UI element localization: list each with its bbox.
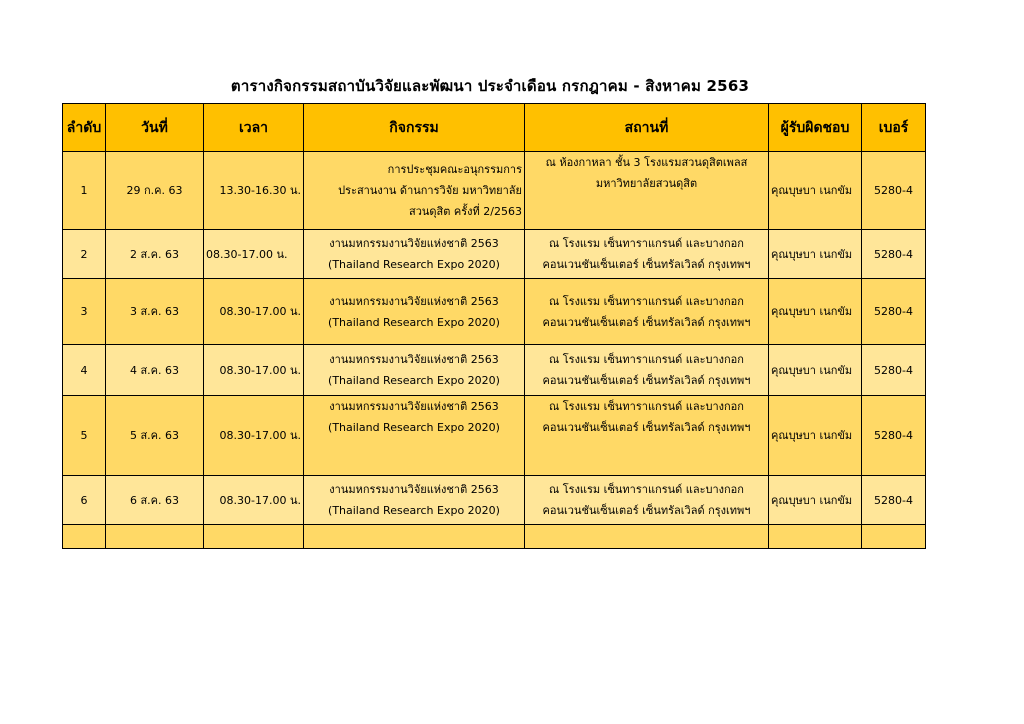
cell-person: คุณบุษบา เนกขัม	[769, 345, 862, 396]
place-line: คอนเวนชันเซ็นเตอร์ เซ็นทรัลเวิลด์ กรุงเทพฯ	[542, 421, 751, 434]
activity-line: งานมหกรรมงานวิจัยแห่งชาติ 2563	[329, 353, 499, 366]
activity-line: สวนดุสิต ครั้งที่ 2/2563	[409, 205, 522, 218]
cell-no: 3	[63, 279, 106, 345]
cell-time: 13.30-16.30 น.	[204, 152, 304, 230]
empty-cell	[769, 525, 862, 549]
cell-place	[525, 476, 769, 525]
cell-person: คุณบุษบา เนกขัม	[769, 230, 862, 279]
cell-no: 6	[63, 476, 106, 525]
place-line: คอนเวนชันเซ็นเตอร์ เซ็นทรัลเวิลด์ กรุงเทพฯ	[542, 315, 751, 329]
cell-date: 29 ก.ค. 63	[106, 152, 204, 230]
cell-phone: 5280-4	[862, 152, 926, 230]
cell-place	[525, 230, 769, 279]
cell-phone: 5280-4	[862, 279, 926, 345]
cell-place	[525, 152, 769, 230]
place-line: ณ โรงแรม เซ็นทาราแกรนด์ และบางกอก	[549, 483, 744, 496]
cell-phone: 5280-4	[862, 230, 926, 279]
cell-place	[525, 396, 769, 476]
activity-line: งานมหกรรมงานวิจัยแห่งชาติ 2563	[329, 400, 499, 413]
cell-time: 08.30-17.00 น.	[204, 279, 304, 345]
activity-line: (Thailand Research Expo 2020)	[328, 374, 500, 387]
cell-phone: 5280-4	[862, 476, 926, 525]
cell-time: 08.30-17.00 น.	[204, 396, 304, 476]
cell-phone: 5280-4	[862, 345, 926, 396]
cell-place	[525, 345, 769, 396]
place-line: ณ โรงแรม เซ็นทาราแกรนด์ และบางกอก	[549, 400, 744, 413]
cell-date: 5 ส.ค. 63	[106, 396, 204, 476]
place-line: มหาวิทยาลัยสวนดุสิต	[595, 177, 698, 190]
cell-activity	[304, 230, 525, 279]
cell-date: 4 ส.ค. 63	[106, 345, 204, 396]
activity-line: (Thailand Research Expo 2020)	[328, 315, 500, 329]
activity-line: (Thailand Research Expo 2020)	[328, 504, 500, 517]
cell-time: 08.30-17.00 น.	[204, 476, 304, 525]
empty-cell	[106, 525, 204, 549]
header-place: สถานที่	[525, 104, 769, 152]
table-row	[63, 345, 926, 396]
empty-cell	[63, 525, 106, 549]
cell-person: คุณบุษบา เนกขัม	[769, 279, 862, 345]
header-phone: เบอร์	[862, 104, 926, 152]
table-row	[63, 230, 926, 279]
empty-table-row	[63, 525, 926, 549]
header-no: ลำดับ	[63, 104, 106, 152]
cell-date: 2 ส.ค. 63	[106, 230, 204, 279]
cell-person: คุณบุษบา เนกขัม	[769, 396, 862, 476]
activity-schedule-table	[62, 103, 926, 549]
place-line: ณ ห้องกาหลา ชั้น 3 โรงแรมสวนดุสิตเพลส	[545, 156, 748, 169]
activity-line: (Thailand Research Expo 2020)	[328, 258, 500, 271]
cell-date: 6 ส.ค. 63	[106, 476, 204, 525]
activity-line: ประสานงาน ด้านการวิจัย มหาวิทยาลัย	[338, 184, 522, 197]
table-row	[63, 152, 926, 230]
empty-cell	[204, 525, 304, 549]
activity-line: งานมหกรรมงานวิจัยแห่งชาติ 2563	[329, 294, 499, 308]
place-line: คอนเวนชันเซ็นเตอร์ เซ็นทรัลเวิลด์ กรุงเทพฯ	[542, 258, 751, 271]
cell-activity	[304, 396, 525, 476]
place-line: ณ โรงแรม เซ็นทาราแกรนด์ และบางกอก	[549, 294, 744, 308]
cell-no: 1	[63, 152, 106, 230]
activity-line: การประชุมคณะอนุกรรมการ	[387, 163, 522, 176]
cell-place	[525, 279, 769, 345]
cell-activity	[304, 476, 525, 525]
cell-phone: 5280-4	[862, 396, 926, 476]
header-date: วันที่	[106, 104, 204, 152]
cell-time: 08.30-17.00 น.	[204, 345, 304, 396]
place-line: คอนเวนชันเซ็นเตอร์ เซ็นทรัลเวิลด์ กรุงเทพฯ	[542, 504, 751, 517]
table-row	[63, 476, 926, 525]
table-header-row	[63, 104, 926, 152]
cell-activity	[304, 345, 525, 396]
cell-no: 2	[63, 230, 106, 279]
empty-cell	[525, 525, 769, 549]
place-line: คอนเวนชันเซ็นเตอร์ เซ็นทรัลเวิลด์ กรุงเทพฯ	[542, 374, 751, 387]
cell-person: คุณบุษบา เนกขัม	[769, 476, 862, 525]
cell-date: 3 ส.ค. 63	[106, 279, 204, 345]
header-person: ผู้รับผิดชอบ	[769, 104, 862, 152]
cell-time: 08.30-17.00 น.	[204, 230, 304, 279]
cell-no: 4	[63, 345, 106, 396]
header-activity: กิจกรรม	[304, 104, 525, 152]
activity-line: งานมหกรรมงานวิจัยแห่งชาติ 2563	[329, 483, 499, 496]
activity-line: งานมหกรรมงานวิจัยแห่งชาติ 2563	[329, 237, 499, 250]
place-line: ณ โรงแรม เซ็นทาราแกรนด์ และบางกอก	[549, 353, 744, 366]
page-title: ตารางกิจกรรมสถาบันวิจัยและพัฒนา ประจำเดือน กรกฎาคม - สิงหาคม 2563	[230, 77, 750, 95]
empty-cell	[862, 525, 926, 549]
cell-no: 5	[63, 396, 106, 476]
activity-line: (Thailand Research Expo 2020)	[328, 421, 500, 434]
header-time: เวลา	[204, 104, 304, 152]
cell-person: คุณบุษบา เนกขัม	[769, 152, 862, 230]
table-row	[63, 396, 926, 476]
place-line: ณ โรงแรม เซ็นทาราแกรนด์ และบางกอก	[549, 237, 744, 250]
cell-activity	[304, 152, 525, 230]
empty-cell	[304, 525, 525, 549]
table-row	[63, 279, 926, 345]
cell-activity	[304, 279, 525, 345]
